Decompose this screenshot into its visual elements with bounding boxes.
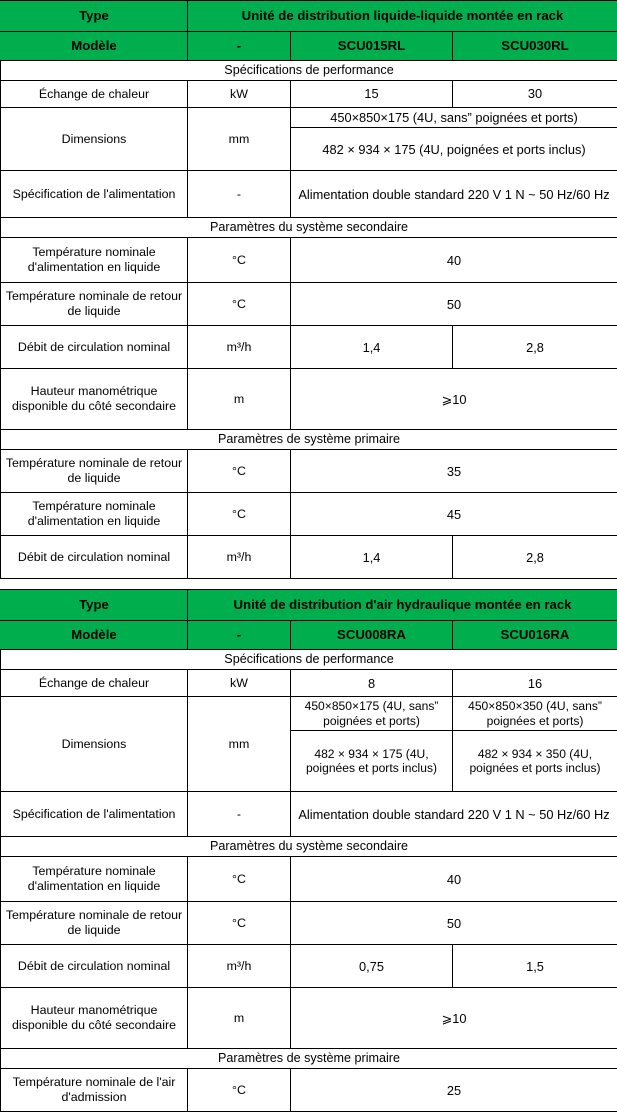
row-label-secondary-head: Hauteur manométrique disponible du côté secondaire (1, 988, 188, 1049)
cell-dimensions-without-handles: 450×850×175 (4U, sans” poignées et ports) (291, 108, 617, 128)
row-unit-secondary-supply-temp: °C (188, 238, 291, 283)
row-unit-secondary-head: m (188, 369, 291, 430)
cell-power-spec-value: Alimentation double standard 220 V 1 N ~ 50 Hz/60 Hz (291, 792, 617, 837)
table-row-heat-exchange (1, 81, 617, 108)
row-label-heat-exchange: Échange de chaleur (1, 81, 188, 108)
header-cell-model-2: SCU016RA (453, 621, 617, 650)
table-row-secondary-head (1, 369, 617, 430)
cell-heat-exchange-model2: 30 (453, 81, 617, 108)
table-row-primary-supply-temp (1, 493, 617, 536)
header-cell-model-unit: - (188, 32, 291, 61)
table-row-section-primary (1, 1049, 617, 1069)
table-row-section-performance (1, 61, 617, 81)
cell-secondary-head: ⩾10 (291, 369, 617, 430)
cell-primary-flow-rate-model2: 2,8 (453, 536, 617, 579)
header-cell-model-1: SCU008RA (291, 621, 453, 650)
table-row-section-primary (1, 430, 617, 450)
cell-primary-return-temp: 35 (291, 450, 617, 493)
row-unit-secondary-flow-rate: m³/h (188, 326, 291, 369)
table-row-power-spec (1, 171, 617, 218)
table-row-secondary-supply-temp (1, 857, 617, 902)
section-title-secondary: Paramètres du système secondaire (1, 218, 617, 238)
row-label-power-spec: Spécification de l'alimentation (1, 792, 188, 837)
table-row-secondary-head (1, 988, 617, 1049)
table-row-secondary-supply-temp (1, 238, 617, 283)
row-label-secondary-supply-temp: Température nominale d'alimentation en liquide (1, 857, 188, 902)
cell-secondary-flow-rate-model1: 1,4 (291, 326, 453, 369)
section-title-performance: Spécifications de performance (1, 650, 617, 670)
cell-secondary-flow-rate-model2: 1,5 (453, 945, 617, 988)
table-row-model-header (1, 32, 617, 61)
table-row-primary-inlet-air-temp (1, 1069, 617, 1112)
row-unit-power-spec: - (188, 792, 291, 837)
row-unit-primary-return-temp: °C (188, 450, 291, 493)
row-unit-dimensions: mm (188, 108, 291, 171)
table-row-secondary-flow-rate (1, 945, 617, 988)
table-row-dimensions-a (1, 108, 617, 128)
table-row-type-header (1, 1, 617, 32)
cell-dimensions-with-handles-model1: 482 × 934 × 175 (4U, poignées et ports inclus) (291, 731, 453, 792)
section-title-secondary: Paramètres du système secondaire (1, 837, 617, 857)
row-label-secondary-flow-rate: Débit de circulation nominal (1, 945, 188, 988)
row-unit-heat-exchange: kW (188, 670, 291, 697)
row-unit-secondary-supply-temp: °C (188, 857, 291, 902)
row-label-secondary-supply-temp: Température nominale d'alimentation en liquide (1, 238, 188, 283)
header-cell-model: Modèle (1, 621, 188, 650)
row-label-dimensions: Dimensions (1, 697, 188, 792)
row-label-primary-flow-rate: Débit de circulation nominal (1, 536, 188, 579)
row-label-secondary-return-temp: Température nominale de retour de liquide (1, 902, 188, 945)
row-unit-primary-flow-rate: m³/h (188, 536, 291, 579)
section-title-performance: Spécifications de performance (1, 61, 617, 81)
row-unit-secondary-flow-rate: m³/h (188, 945, 291, 988)
header-cell-type: Type (1, 1, 188, 32)
cell-primary-supply-temp: 45 (291, 493, 617, 536)
cell-secondary-return-temp: 50 (291, 283, 617, 326)
table-row-primary-return-temp (1, 450, 617, 493)
table-row-section-secondary (1, 837, 617, 857)
cell-secondary-supply-temp: 40 (291, 238, 617, 283)
cell-power-spec-value: Alimentation double standard 220 V 1 N ~ 50 Hz/60 Hz (291, 171, 617, 218)
row-label-secondary-return-temp: Température nominale de retour de liquide (1, 283, 188, 326)
header-cell-type-title: Unité de distribution d'air hydraulique montée en rack (188, 590, 617, 621)
table-row-type-header (1, 590, 617, 621)
header-cell-model-1: SCU015RL (291, 32, 453, 61)
row-label-secondary-head: Hauteur manométrique disponible du côté secondaire (1, 369, 188, 430)
row-unit-primary-inlet-air-temp: °C (188, 1069, 291, 1112)
table-row-heat-exchange (1, 670, 617, 697)
spec-table-liquid-to-air (0, 589, 617, 1112)
header-cell-model-2: SCU030RL (453, 32, 617, 61)
cell-heat-exchange-model1: 8 (291, 670, 453, 697)
row-unit-heat-exchange: kW (188, 81, 291, 108)
row-unit-power-spec: - (188, 171, 291, 218)
header-cell-type: Type (1, 590, 188, 621)
row-unit-dimensions: mm (188, 697, 291, 792)
row-label-heat-exchange: Échange de chaleur (1, 670, 188, 697)
cell-secondary-flow-rate-model2: 2,8 (453, 326, 617, 369)
table-row-secondary-flow-rate (1, 326, 617, 369)
row-label-secondary-flow-rate: Débit de circulation nominal (1, 326, 188, 369)
table-row-section-performance (1, 650, 617, 670)
cell-primary-inlet-air-temp: 25 (291, 1069, 617, 1112)
cell-dimensions-without-handles-model2: 450×850×350 (4U, sans” poignées et ports) (453, 697, 617, 731)
header-cell-model: Modèle (1, 32, 188, 61)
cell-secondary-supply-temp: 40 (291, 857, 617, 902)
header-cell-type-title: Unité de distribution liquide-liquide montée en rack (188, 1, 617, 32)
cell-dimensions-with-handles-model2: 482 × 934 × 350 (4U, poignées et ports inclus) (453, 731, 617, 792)
cell-secondary-return-temp: 50 (291, 902, 617, 945)
row-unit-secondary-return-temp: °C (188, 902, 291, 945)
table-row-dimensions-a (1, 697, 617, 731)
section-title-primary: Paramètres de système primaire (1, 430, 617, 450)
cell-secondary-flow-rate-model1: 0,75 (291, 945, 453, 988)
cell-heat-exchange-model2: 16 (453, 670, 617, 697)
table-row-secondary-return-temp (1, 902, 617, 945)
cell-dimensions-with-handles: 482 × 934 × 175 (4U, poignées et ports inclus) (291, 128, 617, 171)
row-label-primary-return-temp: Température nominale de retour de liquide (1, 450, 188, 493)
row-label-primary-supply-temp: Température nominale d'alimentation en liquide (1, 493, 188, 536)
table-row-primary-flow-rate (1, 536, 617, 579)
cell-secondary-head: ⩾10 (291, 988, 617, 1049)
row-unit-secondary-return-temp: °C (188, 283, 291, 326)
cell-primary-flow-rate-model1: 1,4 (291, 536, 453, 579)
row-label-dimensions: Dimensions (1, 108, 188, 171)
cell-heat-exchange-model1: 15 (291, 81, 453, 108)
cell-dimensions-without-handles-model1: 450×850×175 (4U, sans” poignées et ports) (291, 697, 453, 731)
table-row-section-secondary (1, 218, 617, 238)
row-unit-primary-supply-temp: °C (188, 493, 291, 536)
table-row-power-spec (1, 792, 617, 837)
section-title-primary: Paramètres de système primaire (1, 1049, 617, 1069)
row-unit-secondary-head: m (188, 988, 291, 1049)
row-label-primary-inlet-air-temp: Température nominale de l'air d'admission (1, 1069, 188, 1112)
row-label-power-spec: Spécification de l'alimentation (1, 171, 188, 218)
header-cell-model-unit: - (188, 621, 291, 650)
table-separator (0, 579, 617, 589)
table-row-model-header (1, 621, 617, 650)
table-row-secondary-return-temp (1, 283, 617, 326)
